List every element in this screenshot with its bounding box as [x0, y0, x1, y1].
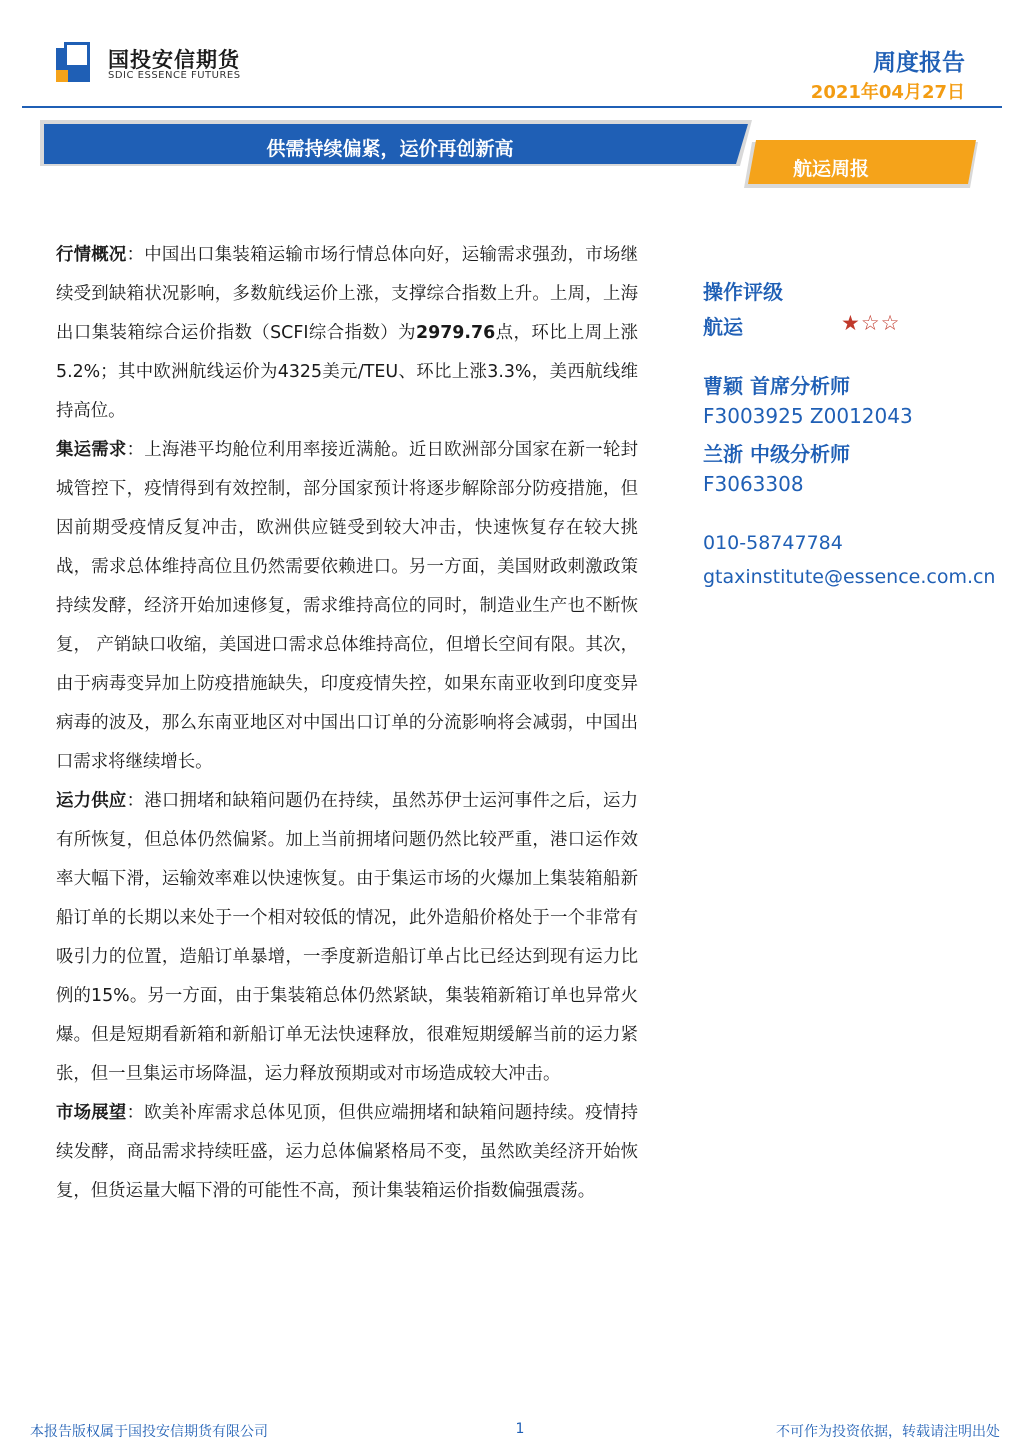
footer-copyright: 本报告版权属于国投安信期货有限公司	[30, 1424, 268, 1440]
paragraph-heading: 集运需求	[56, 440, 127, 460]
report-type: 周度报告	[873, 50, 965, 76]
report-body	[56, 236, 638, 1211]
paragraph-heading: 行情概况	[56, 245, 127, 265]
paragraph-heading: 市场展望	[56, 1103, 127, 1123]
contact-phone: 010-58747784	[703, 532, 843, 554]
rating-label: 操作评级	[703, 280, 783, 304]
star-rating-icon: ★☆☆	[841, 311, 901, 335]
analyst-name: 兰浙 中级分析师	[703, 442, 850, 466]
contact-email[interactable]: gtaxinstitute@essence.com.cn	[703, 566, 996, 588]
report-date: 2021年04月27日	[810, 82, 965, 103]
analyst-certificate: F3003925 Z0012043	[703, 404, 913, 428]
company-name-en: SDIC ESSENCE FUTURES	[108, 70, 241, 81]
analyst-name: 曹颖 首席分析师	[703, 374, 850, 398]
analyst-certificate: F3063308	[703, 472, 804, 496]
logo-icon	[56, 42, 96, 82]
paragraph-demand	[56, 431, 638, 782]
scfi-index-value: 2979.76	[416, 323, 496, 343]
paragraph-text: ：上海港平均舱位利用率接近满舱。近日欧洲部分国家在新一轮封城管控下，疫情得到有效控制，部分国家预计将逐步解除部分防疫措施，但因前期受疫情反复冲击，欧洲供应链受到较大冲击，快速恢复存在较大挑战，需求总体维持高位且仍然需要依赖进口。另一方面，美国财政刺激政策持续发酵，经济开始加速修复，需求维持高位的同时，制造业生产也不断恢复， 产销缺口收缩，美国进口需求总体维持高位，但增长空间有限。其次，由于病毒变异加上防疫措施缺失，印度疫情失控，如果东南亚收到印度变异病毒的波及，那么东南亚地区对中国出口订单的分流影响将会减弱，中国出口需求将继续增长。	[56, 440, 638, 772]
sector-label: 航运	[703, 315, 743, 339]
paragraph-text: ：中国出口集装箱运输市场行情总体向好，运输需求强劲，市场继续受到缺箱状况影响，多数航线运价上涨，支撑综合指数上升。上周，上海出口集装箱综合运价指数（SCFI综合指数）为	[56, 245, 638, 343]
page-number: 1	[515, 1421, 525, 1437]
footer-disclaimer: 不可作为投资依据，转载请注明出处	[776, 1424, 1000, 1440]
paragraph-market-overview	[56, 236, 638, 431]
report-title: 供需持续偏紧，运价再创新高	[266, 138, 514, 160]
paragraph-supply	[56, 782, 638, 1094]
paragraph-text: ：港口拥堵和缺箱问题仍在持续，虽然苏伊士运河事件之后，运力有所恢复，但总体仍然偏紧。加上当前拥堵问题仍然比较严重，港口运作效率大幅下滑，运输效率难以快速恢复。由于集运市场的火爆加上集装箱船新船订单的长期以来处于一个相对较低的情况，此外造船价格处于一个非常有吸引力的位置，造船订单暴增，一季度新造船订单占比已经达到现有运力比例的15%。另一方面，由于集装箱总体仍然紧缺，集装箱新箱订单也异常火爆。但是短期看新箱和新船订单无法快速释放，很难短期缓解当前的运力紧张，但一旦集运市场降温，运力释放预期或对市场造成较大冲击。	[56, 791, 638, 1084]
paragraph-text: 点，环比上周上涨5.2%；其中欧洲航线运价为4325美元/TEU、环比上涨3.3%，美西航线维持高位。	[56, 323, 638, 421]
paragraph-text: ：欧美补库需求总体见顶，但供应端拥堵和缺箱问题持续。疫情持续发酵，商品需求持续旺盛，运力总体偏紧格局不变，虽然欧美经济开始恢复，但货运量大幅下滑的可能性不高，预计集装箱运价指数偏强震荡。	[56, 1103, 638, 1201]
report-category: 航运周报	[792, 158, 869, 180]
company-name-cn: 国投安信期货	[108, 48, 240, 72]
paragraph-heading: 运力供应	[56, 791, 127, 811]
paragraph-outlook	[56, 1094, 638, 1211]
company-logo	[56, 40, 266, 88]
header-divider	[22, 106, 1002, 108]
